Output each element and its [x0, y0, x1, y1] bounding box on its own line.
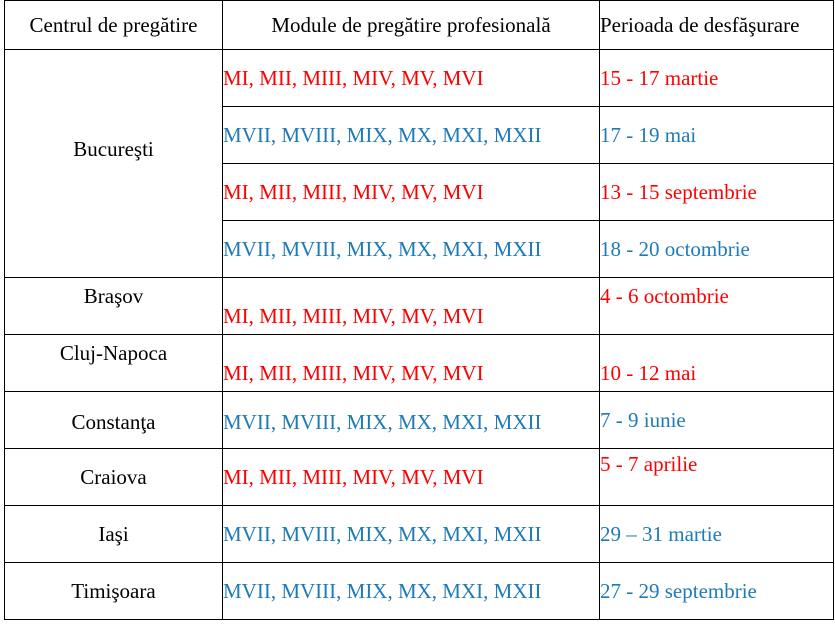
header-center: Centrul de pregătire [5, 1, 223, 50]
period-cell: 15 - 17 martie [600, 50, 834, 107]
modules-cell: MVII, MVIII, MIX, MX, MXI, MXII [223, 107, 600, 164]
center-cell [5, 335, 223, 392]
modules-cell [223, 506, 600, 563]
center-cell [5, 449, 223, 506]
table-row [5, 563, 834, 620]
modules-cell [223, 278, 600, 335]
center-name: Bucureşti [73, 137, 154, 161]
center-name: Constanţa [71, 409, 156, 434]
modules-cell [223, 563, 600, 620]
period-cell [600, 449, 834, 506]
period-cell: 18 - 20 octombrie [600, 221, 834, 278]
table-row [5, 392, 834, 449]
period-text: 7 - 9 iunie [600, 407, 686, 432]
table-row [5, 335, 834, 392]
period-text: 5 - 7 aprilie [600, 451, 698, 476]
center-name: Craiova [80, 464, 147, 489]
period-cell [600, 392, 834, 449]
period-cell [600, 335, 834, 392]
period-cell: 13 - 15 septembrie [600, 164, 834, 221]
period-text: 27 - 29 septembrie [600, 578, 757, 603]
center-cell [5, 50, 223, 278]
table-row [5, 449, 834, 506]
modules-cell: MI, MII, MIII, MIV, MV, MVI [223, 164, 600, 221]
modules-text: MVII, MVIII, MIX, MX, MXI, MXII [223, 521, 542, 546]
modules-cell [223, 449, 600, 506]
period-text: 10 - 12 mai [600, 360, 697, 385]
modules-cell [223, 392, 600, 449]
header-modules: Module de pregătire profesională [223, 1, 600, 50]
period-text: 4 - 6 octombrie [600, 283, 729, 308]
center-cell [5, 392, 223, 449]
modules-text: MI, MII, MIII, MIV, MV, MVI [223, 464, 484, 489]
modules-cell: MVII, MVIII, MIX, MX, MXI, MXII [223, 221, 600, 278]
center-cell [5, 563, 223, 620]
header-row [5, 1, 834, 50]
modules-text: MI, MII, MIII, MIV, MV, MVI [223, 360, 484, 385]
modules-text: MI, MII, MIII, MIV, MV, MVI [223, 303, 484, 328]
training-schedule-table [4, 0, 834, 620]
center-name: Timişoara [71, 578, 156, 603]
table-row [5, 50, 834, 107]
modules-cell [223, 335, 600, 392]
center-name: Braşov [83, 283, 144, 308]
table-row [5, 506, 834, 563]
period-cell [600, 278, 834, 335]
modules-cell: MI, MII, MIII, MIV, MV, MVI [223, 50, 600, 107]
period-cell [600, 506, 834, 563]
center-name: Cluj-Napoca [59, 340, 168, 365]
modules-text: MVII, MVIII, MIX, MX, MXI, MXII [223, 578, 542, 603]
period-text: 29 – 31 martie [600, 521, 722, 546]
center-cell [5, 506, 223, 563]
header-period: Perioada de desfăşurare [600, 1, 834, 50]
table-row [5, 278, 834, 335]
modules-text: MVII, MVIII, MIX, MX, MXI, MXII [223, 409, 542, 434]
period-cell: 17 - 19 mai [600, 107, 834, 164]
period-cell [600, 563, 834, 620]
center-name: Iaşi [98, 521, 129, 546]
center-cell [5, 278, 223, 335]
